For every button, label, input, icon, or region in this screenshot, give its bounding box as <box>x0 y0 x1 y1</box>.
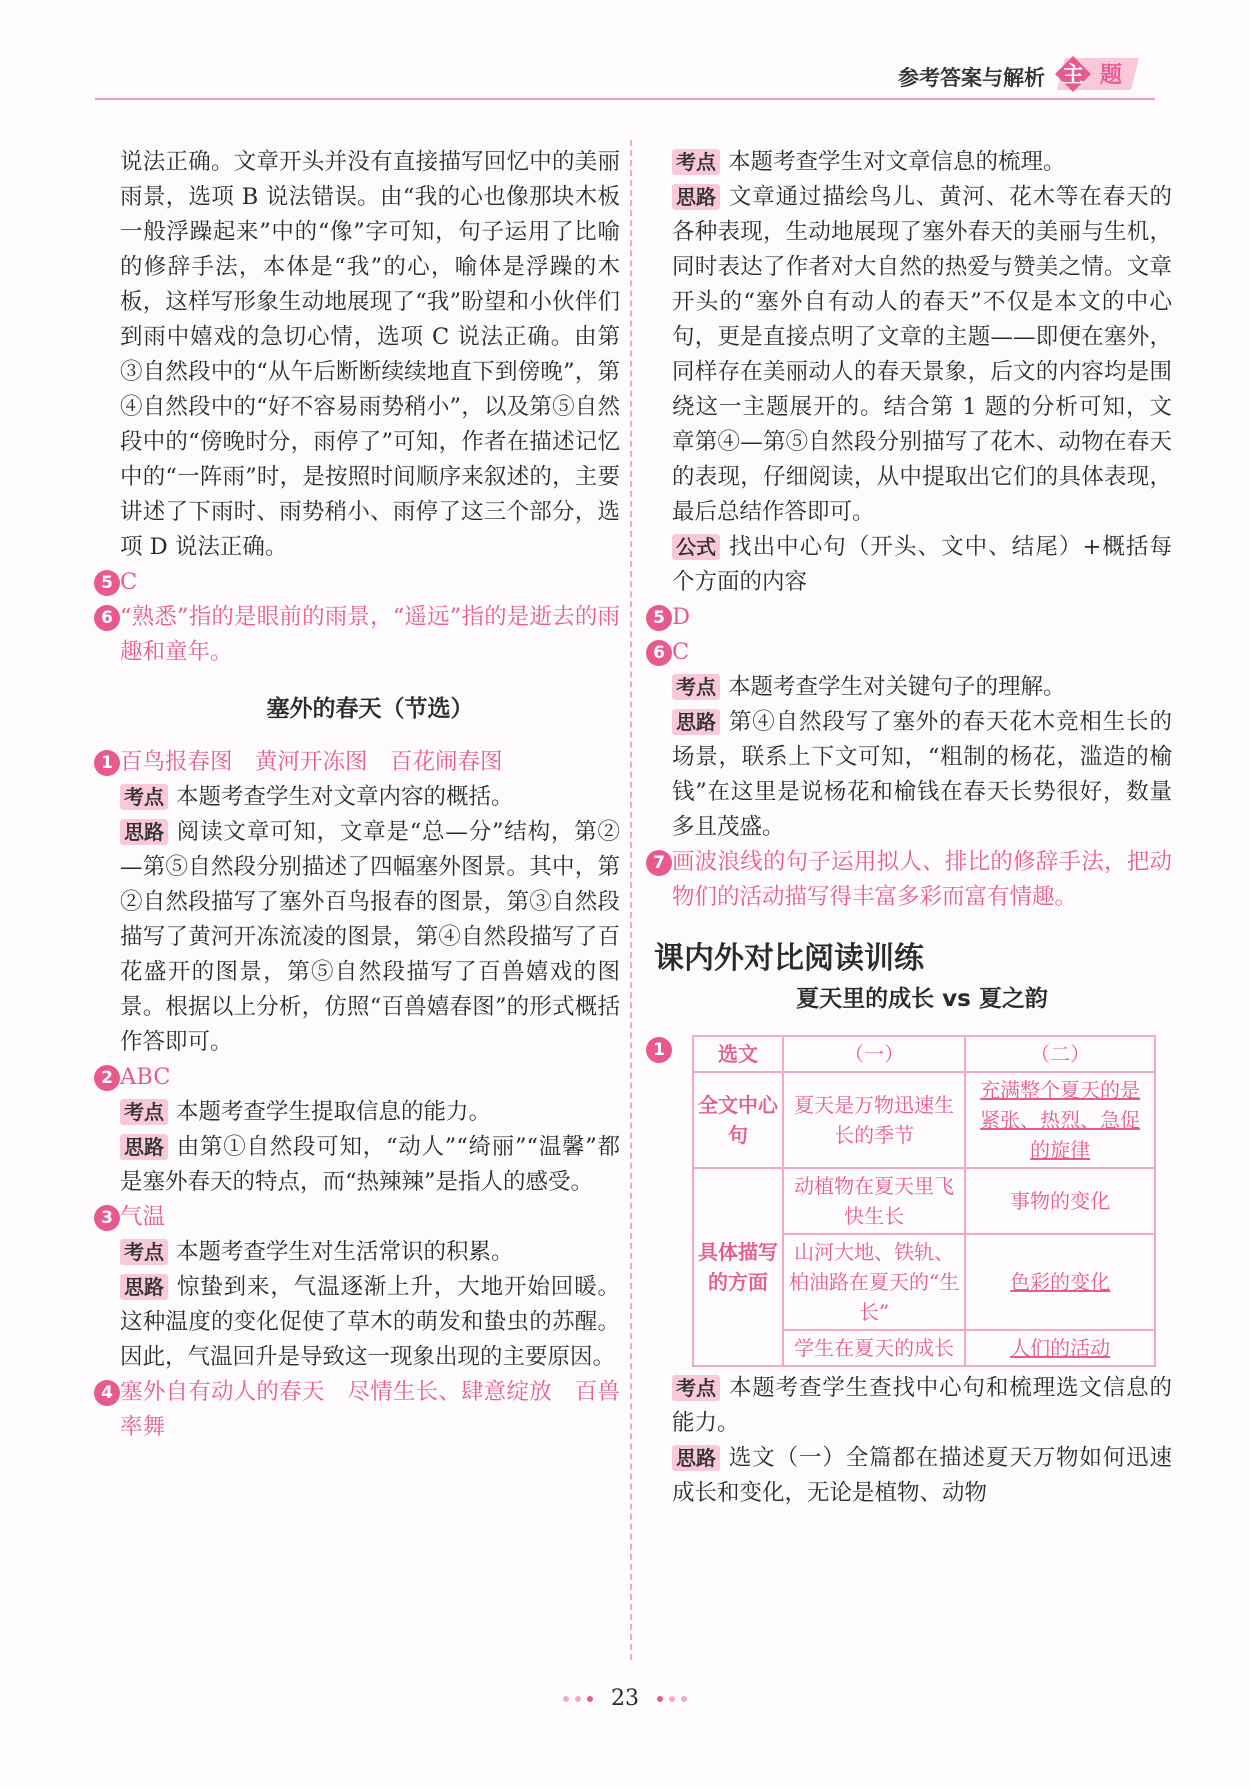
comparison-approach: 思路 选文（一）全篇都在描述夏天万物如何迅速成长和变化，无论是植物、动物 <box>672 1445 1172 1506</box>
page-header <box>95 52 1155 96</box>
section-title: 塞外的春天（节选） <box>266 696 474 722</box>
table-cell: 山河大地、铁轨、柏油路在夏天的“生长” <box>783 1234 965 1330</box>
comparison-subtitle: 夏天里的成长 vs 夏之韵 <box>796 986 1048 1012</box>
answer-2-point: 考点 本题考查学生提取信息的能力。 <box>120 1095 620 1130</box>
header-title: 参考答案与解析 <box>898 66 1045 90</box>
column-divider <box>630 140 632 1660</box>
table-cell: （二） <box>965 1036 1155 1072</box>
answer-3-point: 考点 本题考查学生对生活常识的积累。 <box>120 1235 620 1270</box>
right-answer-5: 5 D <box>672 600 1172 635</box>
comparison-point: 考点 本题考查学生查找中心句和梳理选文信息的能力。 <box>672 1375 1172 1436</box>
table-cell: 动植物在夏天里飞快生长 <box>783 1168 965 1234</box>
page-number: 23 <box>611 1686 639 1711</box>
header-divider <box>95 98 1155 100</box>
right-answer-7: 7 画波浪线的句子运用拟人、排比的修辞手法，把动物们的活动描写得丰富多彩而富有情趣。 <box>672 845 1172 915</box>
table-cell: 夏天是万物迅速生长的季节 <box>783 1072 965 1168</box>
right-point: 考点 本题考查学生对文章信息的梳理。 <box>672 145 1172 180</box>
table-cell: 充满整个夏天的是紧张、热烈、急促的旋律 <box>965 1072 1155 1168</box>
answer-2-approach: 思路 由第①自然段可知，“动人”“绮丽”“温馨”都是塞外春天的特点，而“热辣辣”是指人的感受。 <box>120 1134 620 1195</box>
section-heading: 课内外对比阅读训练 <box>654 941 924 976</box>
left-answer-6: 6 “熟悉”指的是眼前的雨景，“遥远”指的是逝去的雨趣和童年。 <box>120 600 620 670</box>
table-cell: 色彩的变化 <box>965 1234 1155 1330</box>
topic-badge-icon <box>1051 54 1143 94</box>
table-cell: 具体描写的方面 <box>693 1168 783 1366</box>
table-row <box>693 1072 1155 1168</box>
right-column <box>653 145 1172 1511</box>
comparison-answer-1: 1 选文 （一） （二） 全文中心句 夏天是万物迅速生长的季节 充满整个夏天的是紧张、热烈、急促的旋律 具体描写的方面 动植物在夏天里飞快生长 事物的变化 山河大地、铁轨、柏油路在夏天的“生长” 色彩的变化 学生在夏天的成长 人们的活动 <box>672 1035 1172 1367</box>
right-answer-6: 6 C <box>672 635 1172 670</box>
page-footer <box>0 1686 1250 1711</box>
answer-2: 2 ABC <box>120 1060 620 1095</box>
table-cell: （一） <box>783 1036 965 1072</box>
right-answer-6-approach: 思路 第④自然段写了塞外的春天花木竞相生长的场景，联系上下文可知，“粗制的杨花，滥造的榆钱”在这里是说杨花和榆钱在春天长势很好，数量多且茂盛。 <box>672 709 1172 840</box>
table-cell: 学生在夏天的成长 <box>783 1330 965 1366</box>
table-cell: 人们的活动 <box>965 1330 1155 1366</box>
table-row <box>693 1168 1155 1234</box>
comparison-table <box>692 1035 1156 1367</box>
badge-char-2: 题 <box>1099 63 1123 88</box>
table-header-row <box>693 1036 1155 1072</box>
left-answer-5: 5 C <box>120 565 620 600</box>
right-approach: 思路 文章通过描绘鸟儿、黄河、花木等在春天的各种表现，生动地展现了塞外春天的美丽与生机，同时表达了作者对大自然的热爱与赞美之情。文章开头的“塞外自有动人的春天”不仅是本文的中心句，更是直接点明了文章的主题——即便在塞外，同样存在美丽动人的春天景象，后文的内容均是围绕这一主题展开的。结合第 1 题的分析可知，文章第④—第⑤自然段分别描写了花木、动物在春天的表现，仔细阅读，从中提取出它们的具体表现，最后总结作答即可。 <box>672 184 1172 525</box>
answer-1: 1 百鸟报春图 黄河开冻图 百花闹春图 <box>120 745 620 780</box>
answer-3: 3 气温 <box>120 1200 620 1235</box>
answer-1-point: 考点 本题考查学生对文章内容的概括。 <box>120 780 620 815</box>
answer-3-approach: 思路 惊蛰到来，气温逐渐上升，大地开始回暖。这种温度的变化促使了草木的萌发和蛰虫的苏醒。因此，气温回升是导致这一现象出现的主要原因。 <box>120 1274 620 1370</box>
answer-1-approach: 思路 阅读文章可知，文章是“总—分”结构，第②—第⑤自然段分别描述了四幅塞外图景。其中，第②自然段描写了塞外百鸟报春的图景，第③自然段描写了黄河开冻流凌的图景，第④自然段描写了百花盛开的图景，第⑤自然段描写了百兽嬉戏的图景。根据以上分析，仿照“百兽嬉春图”的形式概括作答即可。 <box>120 819 620 1055</box>
table-cell: 选文 <box>693 1036 783 1072</box>
left-paragraph-1: 说法正确。文章开头并没有直接描写回忆中的美丽雨景，选项 B 说法错误。由“我的心也像那块木板一般浮躁起来”中的“像”字可知，句子运用了比喻的修辞手法，本体是“我”的心，喻体是浮躁的木板，这样写形象生动地展现了“我”盼望和小伙伴们到雨中嬉戏的急切心情，选项 C 说法正确。由第③自然段中的“从午后断断续续地直下到傍晚”，第④自然段中的“好不容易雨势稍小”，以及第⑤自然段中的“傍晚时分，雨停了”可知，作者在描述记忆中的“一阵雨”时，是按照时间顺序来叙述的，主要讲述了下雨时、雨势稍小、雨停了这三个部分，选项 D 说法正确。 <box>120 149 620 560</box>
answer-4: 4 塞外自有动人的春天 尽情生长、肆意绽放 百兽率舞 <box>120 1375 620 1445</box>
table-cell: 全文中心句 <box>693 1072 783 1168</box>
left-column <box>101 145 620 1445</box>
badge-char-1: 主 <box>1061 63 1085 88</box>
right-answer-6-point: 考点 本题考查学生对关键句子的理解。 <box>672 670 1172 705</box>
right-formula: 公式 找出中心句（开头、文中、结尾）+概括每个方面的内容 <box>672 534 1172 595</box>
table-cell: 事物的变化 <box>965 1168 1155 1234</box>
